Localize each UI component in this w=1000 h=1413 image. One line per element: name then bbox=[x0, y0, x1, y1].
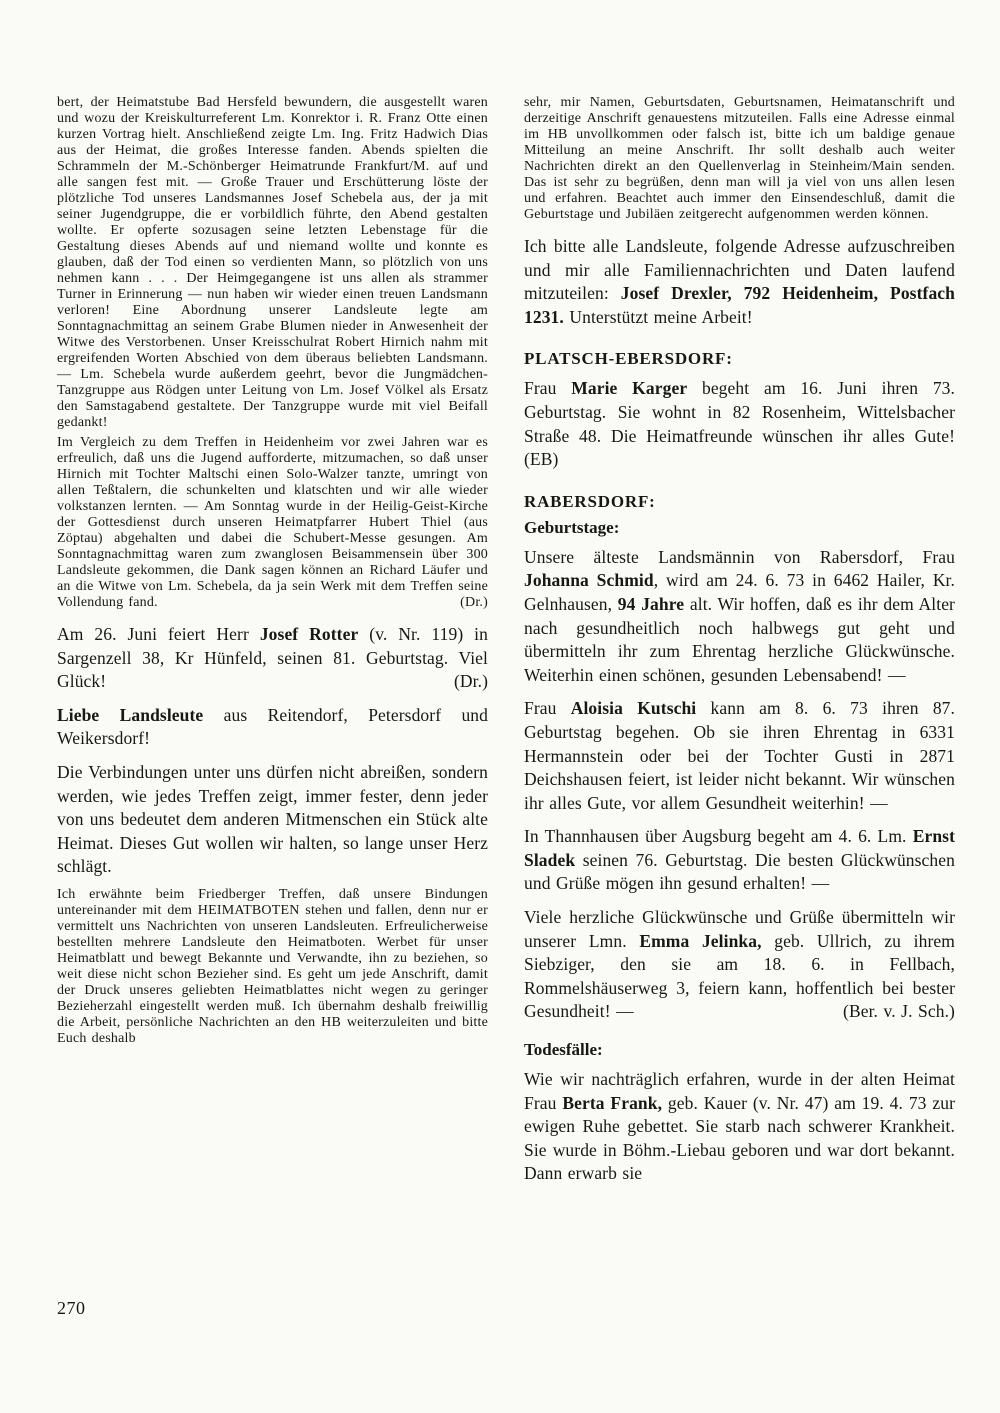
text-segment: Die Verbindungen unter uns dürfen nicht abreißen, sondern werden, wie jedes Treffen zeigt, immer fester, denn jeder von uns bedeutet dem anderen Mitmenschen ein Stück alte Heimat. Dieses Gut wollen wir halten, so lange unser Herz schlägt. bbox=[57, 761, 488, 877]
text-segment: aus Reitendorf, Petersdorf und Weikersdorf! bbox=[57, 704, 489, 749]
text-segment: (Ber. v. J. Sch.) bbox=[843, 1001, 955, 1022]
left-column bbox=[57, 95, 488, 1186]
rotter-birthday-note bbox=[57, 623, 488, 694]
heading-geburtstage bbox=[524, 518, 955, 538]
landsleute-salutation bbox=[57, 704, 488, 751]
text-segment: bert, der Heimatstube Bad Hersfeld bewundern, die ausgestellt waren und wozu der Kreiskulturreferent Lm. Konrektor i. R. Franz Otte einen kurzen Vortrag hielt. Anschließend zeigte Lm. Ing. Fritz Hadwich Dias aus der Heimat, die großes Interesse fanden. Abends spielten die Schrammeln der M.-Schönberger Heimatrunde Frankfurt/M. auf und alle sangen fest mit. — Große Trauer und Erschütterung löste der plötzliche Tod unseres Landsmannes Josef Schebela aus, der ja mit seiner Jugendgruppe, die er vorbildlich führte, den Abend gestalten wollte. Er opferte sozusagen seine letzten Lebenstage für die Gestaltung dieses Abends auf und niemand wollte und konnte es glauben, daß der Tod einen so verdienten Mann, so plötzlich von uns nehmen kann . . . Der Heimgegangene ist uns allen als strammer Turner in Erinnerung — nun haben wir wieder einen treuen Landsmann verloren! Eine Abordnung unserer Landsleute legte am Sonntagnachmittag an seinem Grabe Blumen nieder in Anwesenheit der Witwe des Verstorbenen. Unser Kreisschulrat Robert Hirnich nahm mit ergreifenden Worten Abschied von dem überaus beliebten Landsmann. — Lm. Schebela wurde außerdem geehrt, bevor die Jungmädchen-Tanzgruppe aus Rödgen unter Leitung von Lm. Josef Völkel als Ersatz den Samstagabend gestaltete. Der Tanzgruppe wurde mit viel Beifall gedankt! bbox=[57, 95, 488, 430]
text-segment: seinen 76. Geburtstag. Die besten Glückwünschen und Grüße mögen ihn gesund erhalten! — bbox=[524, 849, 955, 894]
bold-text-segment: Ernst Sladek bbox=[524, 826, 955, 870]
text-segment: Im Vergleich zu dem Treffen in Heidenheim vor zwei Jahren war es erfreulich, daß uns die Jugend aufforderte, mitzumachen, so daß unser Hirnich mit Tochter Maltschi einen Solo-Walzer tanzte, umringt von allen Teßtalern, die schunkelten und klatschten und wir alle wieder volkstanzen lernten. — Am Sonntag wurde in der Heilig-Geist-Kirche der Gottesdienst durch unseren Heimatpfarrer Hubert Thiel (aus Zöptau) abgehalten und dabei die Schubert-Messe gesungen. Am Sonntagnachmittag waren zum zwanglosen Beisammensein über 300 Landsleute gekommen, die Dank sagen können an Richard Läufer und an die Witwe von Lm. Schebela, da ja sein Werk mit dem Treffen seine Vollendung fand. bbox=[57, 435, 488, 610]
schmid-birthday-paragraph bbox=[524, 546, 955, 688]
bold-text-segment: Liebe Landsleute bbox=[57, 704, 204, 725]
bold-text-segment: Josef Rotter bbox=[259, 624, 359, 644]
text-segment: Frau bbox=[524, 378, 572, 399]
heading-todesfaelle bbox=[524, 1040, 955, 1060]
text-segment: Unsere älteste Landsmännin von Rabersdorf, Frau bbox=[524, 546, 955, 567]
text-segment: sehr, mir Namen, Geburtsdaten, Geburtsnamen, Heimatanschrift und derzeitige Anschrift genauestens mitzuteilen. Falls eine Adresse einmal im HB unvollkommen oder falsch ist, bitte ich um baldige genaue Mitteilung an meine Anschrift. Ihr sollt deshalb auch weiter Nachrichten direkt an den Quellenverlag in Steinheim/Main senden. Das ist sehr zu begrüßen, denn man will ja viel von uns allen lesen und erfahren. Beachtet auch immer den Einsendeschluß, damit die Geburtstage und Jubiläen zeitgerecht aufgenommen werden können. bbox=[524, 95, 955, 222]
bold-text-segment: Marie Karger bbox=[571, 378, 688, 399]
text-segment: Am 26. Juni feiert Herr bbox=[57, 624, 260, 644]
text-segment: In Thannhausen über Augsburg begeht am 4. 6. Lm. bbox=[524, 826, 913, 847]
bold-text-segment: Josef Drexler, 792 Heidenheim, Postfach 1231. bbox=[524, 283, 955, 327]
text-segment: (Dr.) bbox=[460, 595, 488, 610]
text-segment: Viele herzliche Glückwünsche und Grüße übermitteln wir unserer Lmn. bbox=[524, 907, 955, 951]
text-segment: (v. Nr. 119) in Sargenzell 38, Kr Hünfeld, seinen 81. Geburtstag. Viel Glück! bbox=[57, 624, 488, 692]
text-segment: geb. Kauer (v. Nr. 47) am 19. 4. 73 zur ewigen Ruhe gebettet. Sie starb nach schwerer Krankheit. Sie wurde in Böhm.-Liebau geboren und war dort bekannt. Dann erwarb sie bbox=[524, 1092, 955, 1184]
drexler-address-paragraph bbox=[524, 235, 955, 329]
text-segment: geb. Ullrich, zu ihrem Siebziger, den sie am 18. 6. in Fellbach, Rommelshäuserweg 3, feiern kann, hoffentlich bei bester Gesundheit! — bbox=[524, 930, 955, 1022]
text-segment: Todesfälle: bbox=[524, 1040, 603, 1060]
text-segment: PLATSCH-EBERSDORF: bbox=[524, 349, 733, 369]
bold-text-segment: 94 Jahre bbox=[617, 593, 685, 614]
heidenheim-treffen-paragraph bbox=[57, 435, 488, 611]
text-segment: , wird am 24. 6. 73 in 6462 Hailer, Kr. Gelnhausen, bbox=[524, 570, 955, 614]
continuation-paragraph bbox=[57, 95, 488, 431]
text-segment: RABERSDORF: bbox=[524, 491, 656, 511]
heading-platsch-ebersdorf bbox=[524, 349, 955, 369]
karger-birthday-paragraph bbox=[524, 377, 955, 471]
sladek-birthday-paragraph bbox=[524, 825, 955, 896]
text-segment: Frau bbox=[524, 698, 571, 719]
bold-text-segment: Berta Frank, bbox=[562, 1092, 663, 1113]
text-segment: alt. Wir hoffen, daß es ihr dem Alter nach gesundheitlich noch halbwegs gut geht und übermitteln ihr zum Ehrentag herzliche Glückwünsche. Weiterhin einen schönen, gesunden Lebensabend! — bbox=[524, 593, 955, 685]
heimatbote-appeal-paragraph bbox=[57, 887, 488, 1047]
jelinka-birthday-paragraph bbox=[524, 906, 955, 1024]
two-column-layout bbox=[57, 95, 955, 1186]
verbindungen-paragraph bbox=[57, 761, 488, 879]
address-instructions-paragraph bbox=[524, 95, 955, 223]
right-column bbox=[524, 95, 955, 1186]
page-number: 270 bbox=[57, 1298, 86, 1318]
heading-rabersdorf bbox=[524, 492, 955, 512]
kutschi-birthday-paragraph bbox=[524, 697, 955, 815]
frank-obituary-paragraph bbox=[524, 1068, 955, 1186]
text-segment: kann am 8. 6. 73 ihren 87. Geburtstag begehen. Ob sie ihren Ehrentag in 6331 Hermannstein oder bei der Tochter Gusti in 2871 Deichshausen feiert, ist leider nicht bekannt. Wir wünschen ihr alles Gute, vor allem Gesundheit weiterhin! — bbox=[524, 698, 955, 813]
bold-text-segment: Aloisia Kutschi bbox=[570, 698, 697, 719]
text-segment: begeht am 16. Juni ihren 73. Geburtstag. Sie wohnt in 82 Rosenheim, Wittelsbacher Straße 48. Die Heimatfreunde wünschen ihr alles Gute! (EB) bbox=[524, 378, 956, 470]
text-segment: Unterstützt meine Arbeit! bbox=[563, 306, 753, 327]
text-segment: Wie wir nachträglich erfahren, wurde in der alten Heimat Frau bbox=[524, 1069, 955, 1113]
text-segment: Geburtstage: bbox=[524, 517, 620, 537]
bold-text-segment: Johanna Schmid bbox=[524, 570, 654, 591]
bold-text-segment: Emma Jelinka, bbox=[639, 930, 762, 951]
text-segment: (Dr.) bbox=[453, 671, 488, 692]
text-segment: Ich erwähnte beim Friedberger Treffen, daß unsere Bindungen untereinander mit dem HEIMATBOTEN stehen und fallen, denn nur er vermittelt uns Nachrichten von unseren Landsleuten. Erfreulicherweise bestellten mehrere Landsleute den Heimatboten. Werbet für unser Heimatblatt und bewegt Bekannte und Verwandte, ihn zu beziehen, so weit diese nicht schon Bezieher sind. Es geht um jede Anschrift, damit der Druck unseres geliebten Heimatblattes nicht wegen zu geringer Bezieherzahl eingestellt werden muß. Ich übernahm deshalb freiwillig die Arbeit, persönliche Nachrichten an den HB weiterzuleiten und bitte Euch deshalb bbox=[57, 886, 488, 1046]
text-segment: Ich bitte alle Landsleute, folgende Adresse aufzuschreiben und mir alle Familiennachrichten und Daten laufend mitzuteilen: bbox=[524, 236, 955, 304]
